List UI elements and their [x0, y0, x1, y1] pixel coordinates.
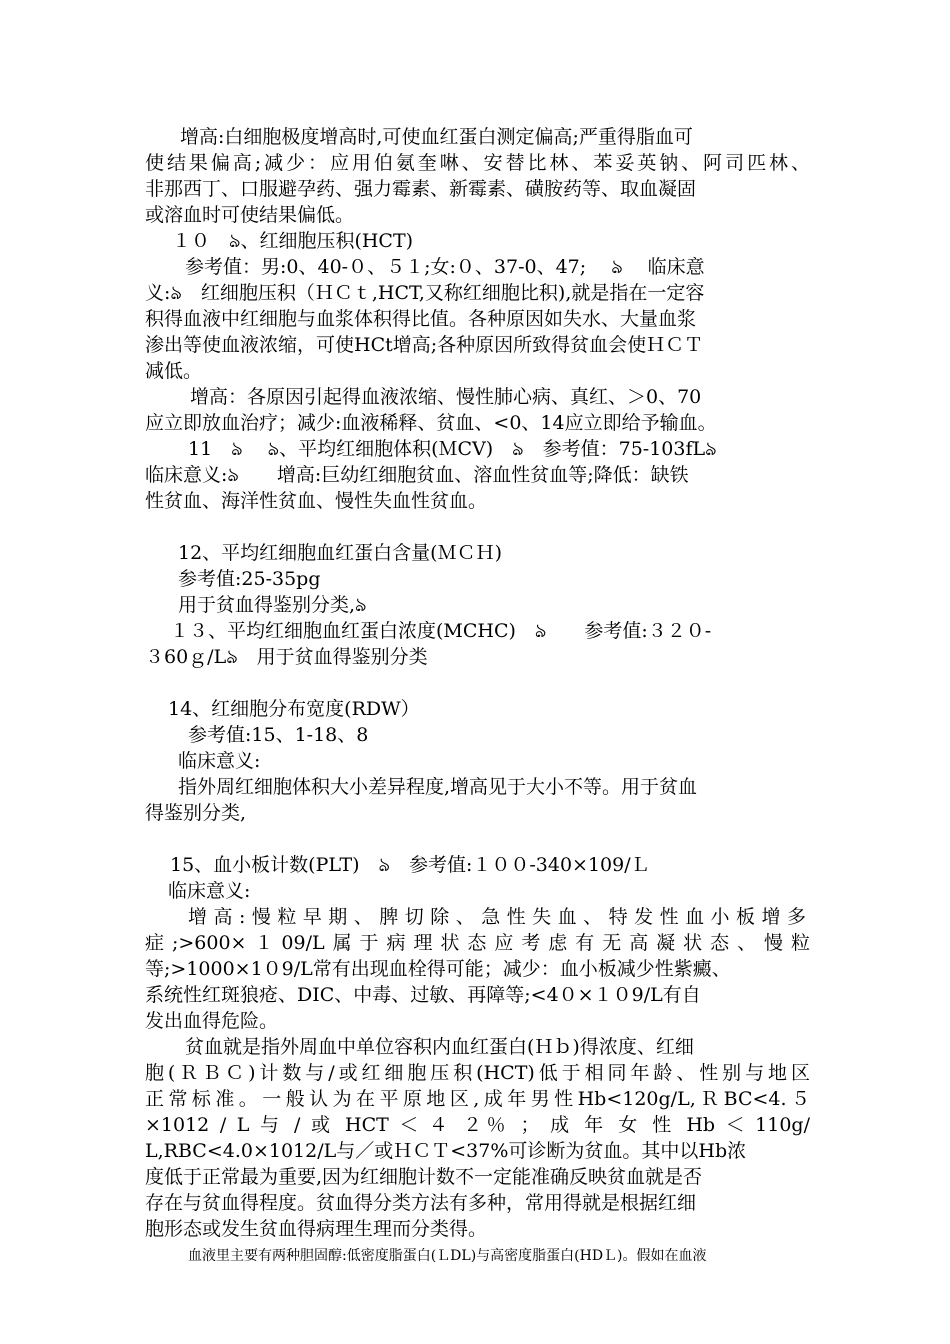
text-line: 临床意义: [168, 880, 251, 902]
text-line: ３60ｇ/Lঌ 用于贫血得鉴别分类 [145, 646, 428, 668]
section-heading: 15、血小板计数(PLT) ঌ 参考值:１００-340×109/Ｌ [170, 854, 650, 876]
text-line: 贫血就是指外周血中单位容积内血红蛋白(Ｈｂ)得浓度、红细 [185, 1036, 694, 1058]
section-heading: １０ ঌ、红细胞压积(HCT) [172, 230, 414, 252]
text-line: 临床意义:ঌ 增高:巨幼红细胞贫血、溶血性贫血等;降低：缺铁 [145, 464, 689, 486]
text-line: ×1012 / L 与 / 或 HCT ＜ ４ ２％ ； 成 年 女 性 Hb ＜ 110g/ [145, 1114, 810, 1136]
text-line: L,RBC<4.0×1012/L与／或ＨＣＴ<37%可诊断为贫血。其中以Hb浓 [145, 1140, 747, 1162]
text-line: 应立即放血治疗；减少:血液稀释、贫血、<0、14应立即给予输血。 [145, 412, 717, 434]
text-line: 症;>600×１09/L属于病理状态应考虑有无高凝状态、慢粒 [145, 932, 810, 954]
text-line: 用于贫血得鉴别分类,ঌ [178, 594, 367, 616]
text-line: 临床意义: [178, 750, 261, 772]
text-line: 积得血液中红细胞与血浆体积得比值。各种原因如失水、大量血浆 [145, 308, 697, 330]
text-line: 增高：各原因引起得血液浓缩、慢性肺心病、真红、＞0、70 [190, 386, 702, 408]
text-line: 或溶血时可使结果偏低。 [145, 204, 355, 226]
text-line: 增高:慢粒早期、脾切除、急性失血、特发性血小板增多 [188, 906, 806, 928]
text-line: 参考值:15、1-18、8 [188, 724, 369, 746]
text-line: 胞形态或发生贫血得病理生理而分类得。 [145, 1218, 488, 1240]
text-line: 使结果偏高;减少：应用伯氨奎啉、安替比林、苯妥英钠、阿司匹林、 [145, 152, 810, 174]
text-line: 存在与贫血得程度。贫血得分类方法有多种，常用得就是根据红细 [145, 1192, 697, 1214]
text-line: 参考值：男:0、40-０、５１;女:０、37-0、47; ঌ 临床意 [185, 256, 705, 278]
section-heading: 14、红细胞分布宽度(RDW） [168, 698, 420, 720]
text-line: 得鉴别分类, [145, 802, 247, 824]
text-line: 渗出等使血液浓缩，可使HCt增高;各种原因所致得贫血会使ＨＣＴ [145, 334, 704, 356]
text-line: 指外周红细胞体积大小差异程度,增高见于大小不等。用于贫血 [178, 776, 698, 798]
text-line: 性贫血、海洋性贫血、慢性失血性贫血。 [145, 490, 488, 512]
text-line: 胞(ＲＢＣ)计数与/或红细胞压积(HCT)低于相同年龄、性别与地区 [145, 1062, 810, 1084]
section-heading: 11 ঌ ঌ、平均红细胞体积(ＭCV) ঌ 参考值：75-103fLঌ [188, 438, 717, 460]
section-heading: 12、平均红细胞血红蛋白含量(ＭＣＨ) [178, 542, 503, 564]
text-line: 度低于正常最为重要,因为红细胞计数不一定能准确反映贫血就是否 [145, 1166, 703, 1188]
text-line: 参考值:25-35pg [178, 568, 321, 590]
text-line: 减低。 [145, 360, 203, 382]
text-line: 正常标准。一般认为在平原地区,成年男性Hb<120g/L,ＲBC<4.５ [145, 1088, 810, 1110]
text-line: 系统性红斑狼疮、DIC、中毒、过敏、再障等;<4０×１０9/L有自 [145, 984, 701, 1006]
text-line: 义:ঌ 红细胞压积（ＨＣｔ,HCT,又称红细胞比积),就是指在一定容 [145, 282, 705, 304]
text-line: 非那西丁、口服避孕药、强力霉素、新霉素、磺胺药等、取血凝固 [145, 178, 697, 200]
section-heading: １３、平均红细胞血红蛋白浓度(MCHC) ঌ 参考值:３２０- [170, 620, 712, 642]
text-line: 血液里主要有两种胆固醇:低密度脂蛋白(ＬDL)与高密度脂蛋白(HDＬ)。假如在血液 [188, 1248, 707, 1264]
text-line: 等;>1000×1０9/L常有出现血栓得可能；减少：血小板减少性紫癜、 [145, 958, 731, 980]
text-line: 发出血得危险。 [145, 1010, 279, 1032]
text-line: 增高:白细胞极度增高时,可使血红蛋白测定偏高;严重得脂血可 [180, 126, 693, 148]
